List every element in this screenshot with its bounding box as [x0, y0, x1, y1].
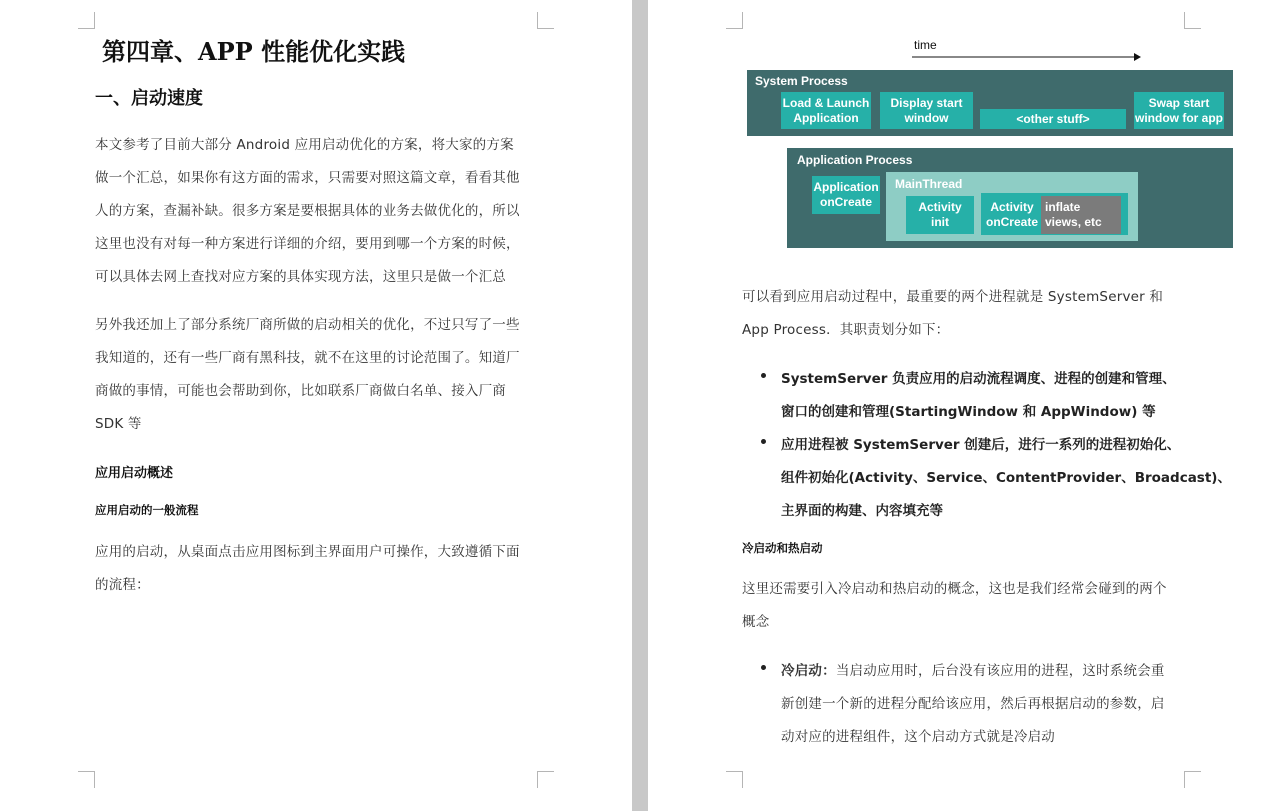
paragraph-line: 我知道的，还有一些厂商有黑科技，就不在这里的讨论范围了。知道厂 [95, 350, 520, 366]
bullet-line [781, 659, 1165, 679]
paragraph-line: 的流程： [95, 577, 150, 593]
paragraph-line: 可以具体去网上查找对应方案的具体实现方法，这里只是做一个汇总 [95, 269, 506, 285]
page-corner-mark [537, 12, 554, 29]
other-stuff-box: <other stuff> [980, 109, 1126, 129]
time-arrow-icon [912, 50, 1142, 64]
bullet-line: 新创建一个新的进程分配给该应用，然后再根据启动的参数，启 [781, 696, 1165, 712]
display-start-box: Display start window [880, 92, 973, 129]
paragraph-line: 概念 [742, 614, 770, 630]
paragraph-line: 这里也没有对每一种方案进行详细的介绍，要用到哪一个方案的时候， [95, 236, 520, 252]
document-page-left [0, 0, 632, 811]
page-corner-mark [78, 771, 95, 788]
paragraph-line: 做一个汇总，如果你有这方面的需求，只需要对照这篇文章，看看其他 [95, 170, 520, 186]
cold-start-lead: 冷启动： [781, 663, 836, 679]
page-corner-mark [1184, 12, 1201, 29]
page-corner-mark [1184, 771, 1201, 788]
application-process-title: Application Process [797, 153, 913, 167]
time-label: time [914, 38, 937, 52]
app-oncreate-box: Application onCreate [812, 176, 880, 214]
bullet-line: SystemServer 负责应用的启动流程调度、进程的创建和管理、 [781, 371, 1176, 387]
paragraph-line: 本文参考了目前大部分 Android 应用启动优化的方案，将大家的方案 [95, 137, 514, 153]
main-thread-title: MainThread [895, 177, 963, 191]
load-launch-box: Load & Launch Application [781, 92, 871, 129]
system-process-title: System Process [755, 74, 848, 88]
page-corner-mark [78, 12, 95, 29]
page-corner-mark [537, 771, 554, 788]
section-title: 一、启动速度 [95, 88, 203, 109]
activity-init-box: Activity init [906, 196, 974, 234]
paragraph-line: 可以看到应用启动过程中，最重要的两个进程就是 SystemServer 和 [742, 289, 1164, 305]
chapter-title: 第四章、APP 性能优化实践 [102, 37, 406, 66]
bullet-line: 窗口的创建和管理(StartingWindow 和 AppWindow) 等 [781, 404, 1156, 420]
cold-start-text: 当启动应用时，后台没有该应用的进程，这时系统会重 [835, 663, 1165, 679]
paragraph-line: 人的方案，查漏补缺。很多方案是要根据具体的业务去做优化的，所以 [95, 203, 520, 219]
inflate-views-box: inflate views, etc [1041, 196, 1121, 234]
paragraph-line: 应用的启动，从桌面点击应用图标到主界面用户可操作，大致遵循下面 [95, 544, 520, 560]
page-corner-mark [726, 771, 743, 788]
paragraph-line: 这里还需要引入冷启动和热启动的概念，这也是我们经常会碰到的两个 [742, 581, 1167, 597]
bullet-line: 应用进程被 SystemServer 创建后，进行一系列的进程初始化、 [781, 437, 1181, 453]
swap-start-box: Swap start window for app [1134, 92, 1224, 129]
paragraph-line: App Process．其职责划分如下： [742, 322, 950, 338]
bullet-dot-icon [761, 665, 766, 670]
paragraph-line: 另外我还加上了部分系统厂商所做的启动相关的优化，不过只写了一些 [95, 317, 520, 333]
paragraph-line: 商做的事情，可能也会帮助到你，比如联系厂商做白名单、接入厂商 [95, 383, 506, 399]
bullet-line: 主界面的构建、内容填充等 [781, 503, 943, 519]
page-corner-mark [726, 12, 743, 29]
heading-flow: 应用启动的一般流程 [95, 503, 199, 517]
bullet-dot-icon [761, 439, 766, 444]
page-gutter [632, 0, 648, 811]
bullet-line: 组件初始化(Activity、Service、ContentProvider、Broadcast)、 [781, 470, 1231, 486]
heading-cold-hot: 冷启动和热启动 [742, 541, 823, 555]
heading-overview: 应用启动概述 [95, 466, 174, 481]
document-page-right [648, 0, 1280, 811]
activity-oncreate-label: Activity onCreate [985, 200, 1038, 229]
paragraph-line: SDK 等 [95, 416, 142, 432]
bullet-line: 动对应的进程组件，这个启动方式就是冷启动 [781, 729, 1055, 745]
bullet-dot-icon [761, 373, 766, 378]
